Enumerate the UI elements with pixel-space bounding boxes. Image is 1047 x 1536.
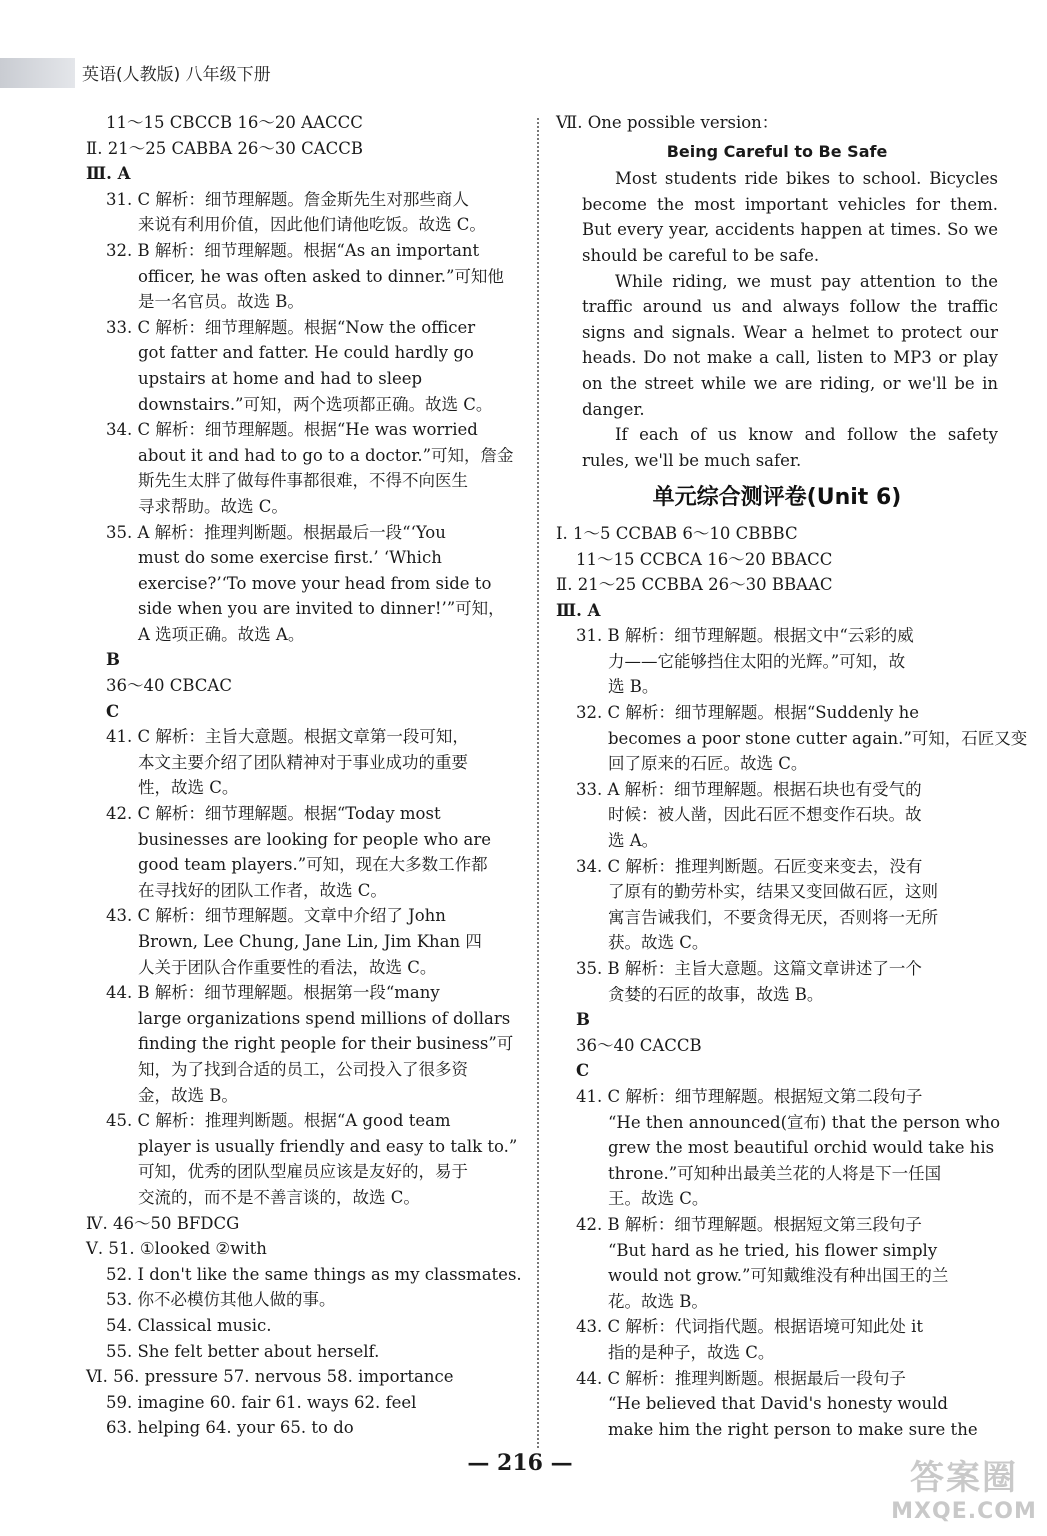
answer-line: 寻求帮助。故选 C。: [138, 496, 288, 516]
answer-line: would not grow.”可知戴维没有种出国王的兰: [608, 1266, 949, 1286]
answer-line: 34. C 解析：推理判断题。石匠变来变去，没有: [576, 856, 923, 876]
answer-line: 了原有的勤劳朴实，结果又变回做石匠，这则: [608, 882, 938, 902]
answer-line: 52. I don't like the same things as my classmates.: [106, 1264, 522, 1284]
answer-line: throne.”可知种出最美兰花的人将是下一任国: [608, 1163, 942, 1183]
answer-line: Ⅲ. A: [86, 164, 131, 184]
answer-line: 36～40 CACCB: [576, 1035, 702, 1055]
section-title: 单元综合测评卷(Unit 6): [652, 485, 902, 511]
essay-paragraph: While riding, we must pay attention to the traffic around us and always follow the traffic signs and signals. Wear a helmet to protect our heads. Do not make a call, listen to MP3 or play on the street while we are riding, or we'll be in danger.: [582, 271, 998, 419]
answer-line: Ⅲ. A: [556, 600, 601, 620]
answer-line: 42. C 解析：细节理解题。根据“Today most: [106, 804, 441, 824]
page-number: — 216 —: [467, 1450, 573, 1476]
answer-line: 斯先生太胖了做每件事都很难，不得不向医生: [138, 471, 468, 491]
answer-line: finding the right people for their business”可: [138, 1034, 514, 1054]
answer-line: C: [576, 1061, 590, 1081]
answer-line: 34. C 解析：细节理解题。根据“He was worried: [106, 420, 478, 440]
answer-line: 选 A。: [608, 831, 659, 851]
answer-line: B: [106, 650, 120, 670]
answer-line: downstairs.”可知，两个选项都正确。故选 C。: [138, 394, 493, 414]
answer-line: good team players.”可知，现在大多数工作都: [138, 855, 488, 875]
answer-line: Ⅱ. 21～25 CCBBA 26～30 BBAAC: [556, 575, 833, 595]
answer-line: 王。故选 C。: [608, 1189, 709, 1209]
answer-line: 获。故选 C。: [608, 933, 709, 953]
answer-line: 寓言告诫我们，不要贪得无厌，否则将一无所: [608, 907, 938, 927]
essay-body: [556, 166, 998, 473]
answer-line: large organizations spend millions of dollars: [138, 1008, 511, 1028]
answer-line: 44. B 解析：细节理解题。根据第一段“many: [106, 983, 440, 1003]
answer-line: 来说有利用价值，因此他们请他吃饭。故选 C。: [138, 215, 486, 235]
header-tab: [0, 58, 75, 88]
answer-line: 金，故选 B。: [138, 1085, 238, 1105]
essay-paragraph: Most students ride bikes to school. Bicycles become the most important vehicles for them. But every year, accidents happen at times. So we should be careful to be safe.: [582, 169, 998, 265]
answer-line: exercise?’‘To move your head from side to: [138, 573, 492, 593]
answer-line: grew the most beautiful orchid would take his: [608, 1138, 995, 1158]
answer-line: “He then announced(宣布) that the person who: [608, 1112, 1001, 1132]
answer-line: Ⅱ. 21～25 CABBA 26～30 CACCB: [86, 138, 364, 158]
writing-intro: Ⅶ. One possible version：: [556, 113, 779, 132]
answer-line: 43. C 解析：细节理解题。文章中介绍了 John: [106, 906, 446, 926]
answer-line: about it and had to go to a doctor.”可知，詹金: [138, 445, 514, 465]
watermark-logo: 答案圈 MXQE.COM: [891, 1458, 1037, 1524]
answer-line: C: [106, 701, 120, 721]
answer-line: A 选项正确。故选 A。: [138, 624, 305, 644]
answer-list: [556, 521, 1028, 1442]
answer-line: becomes a poor stone cutter again.”可知，石匠又变: [608, 728, 1028, 748]
answer-line: Ⅴ. 51. ①looked ②with: [86, 1239, 267, 1259]
answer-line: 知，为了找到合适的员工，公司投入了很多资: [138, 1059, 468, 1079]
answer-line: B: [576, 1010, 590, 1030]
answer-line: got fatter and fatter. He could hardly go: [138, 343, 474, 363]
answer-line: 贪婪的石匠的故事，故选 B。: [608, 984, 824, 1004]
answer-line: must do some exercise first.’ ‘Which: [138, 548, 442, 568]
answer-line: 指的是种子，故选 C。: [608, 1342, 775, 1362]
answer-line: 45. C 解析：推理判断题。根据“A good team: [106, 1111, 451, 1131]
answer-line: 53. 你不必模仿其他人做的事。: [106, 1290, 336, 1310]
answer-line: make him the right person to make sure the: [608, 1419, 978, 1439]
essay-title: Being Careful to Be Safe: [666, 141, 888, 161]
right-column: [556, 110, 1028, 1442]
answer-line: Ⅵ. 56. pressure 57. nervous 58. importance: [86, 1367, 454, 1387]
answer-line: Ⅳ. 46～50 BFDCG: [86, 1213, 240, 1233]
answer-line: Brown, Lee Chung, Jane Lin, Jim Khan 四: [138, 932, 482, 951]
answer-line: 本文主要介绍了团队精神对于事业成功的重要: [138, 752, 468, 772]
answer-line: 36～40 CBCAC: [106, 676, 232, 696]
answer-line: 35. B 解析：主旨大意题。这篇文章讲述了一个: [576, 959, 922, 978]
answer-line: 33. C 解析：细节理解题。根据“Now the officer: [106, 317, 476, 337]
answer-line: 41. C 解析：细节理解题。根据短文第二段句子: [576, 1086, 923, 1106]
answer-line: 交流的，而不是不善言谈的，故选 C。: [138, 1187, 420, 1207]
answer-line: 时候：被人凿，因此石匠不想变作石块。故: [608, 805, 922, 825]
answer-line: 41. C 解析：主旨大意题。根据文章第一段可知，: [106, 727, 469, 747]
answer-line: side when you are invited to dinner!’”可知，: [138, 599, 505, 619]
answer-line: officer, he was often asked to dinner.”可知他: [138, 266, 504, 286]
answer-line: “He believed that David's honesty would: [608, 1394, 948, 1414]
answer-line: 63. helping 64. your 65. to do: [106, 1418, 354, 1438]
answer-line: 42. B 解析：细节理解题。根据短文第三段句子: [576, 1214, 922, 1234]
column-divider: [537, 118, 539, 1448]
answer-line: Ⅰ. 1～5 CCBAB 6～10 CBBBC: [556, 523, 798, 543]
answer-line: 11～15 CBCCB 16～20 AACCC: [106, 113, 363, 132]
answer-line: 35. A 解析：推理判断题。根据最后一段“‘You: [106, 522, 446, 542]
answer-line: 59. imagine 60. fair 61. ways 62. feel: [106, 1392, 417, 1412]
essay-paragraph: If each of us know and follow the safety rules, we'll be much safer.: [582, 425, 998, 470]
answer-line: player is usually friendly and easy to talk to.”: [138, 1136, 518, 1156]
answer-line: 32. B 解析：细节理解题。根据“As an important: [106, 240, 480, 260]
answer-line: 性，故选 C。: [138, 778, 239, 798]
answer-line: 31. C 解析：细节理解题。詹金斯先生对那些商人: [106, 189, 469, 209]
answer-line: 在寻找好的团队工作者，故选 C。: [138, 880, 387, 900]
answer-line: 33. A 解析：细节理解题。根据石块也有受气的: [576, 779, 922, 799]
answer-line: 花。故选 B。: [608, 1291, 708, 1311]
answer-line: 人关于团队合作重要性的看法，故选 C。: [138, 957, 437, 977]
answer-line: 43. C 解析：代词指代题。根据语境可知此处 it: [576, 1317, 924, 1337]
left-column: [86, 110, 522, 1441]
answer-line: 44. C 解析：推理判断题。根据最后一段句子: [576, 1368, 906, 1388]
book-title: 英语(人教版) 八年级下册: [82, 65, 271, 85]
answer-line: 是一名官员。故选 B。: [138, 292, 304, 312]
answer-line: 回了原来的石匠。故选 C。: [608, 754, 808, 774]
answer-line: 55. She felt better about herself.: [106, 1341, 380, 1361]
answer-line: 31. B 解析：细节理解题。根据文中“云彩的威: [576, 626, 914, 646]
answer-line: 11～15 CCBCA 16～20 BBACC: [576, 549, 833, 569]
answer-line: 32. C 解析：细节理解题。根据“Suddenly he: [576, 703, 919, 723]
answer-line: businesses are looking for people who are: [138, 829, 492, 849]
answer-line: upstairs at home and had to sleep: [138, 368, 423, 388]
answer-line: 选 B。: [608, 677, 659, 697]
answer-line: 54. Classical music.: [106, 1315, 272, 1335]
answer-line: “But hard as he tried, his flower simply: [608, 1240, 938, 1260]
answer-line: 力——它能够挡住太阳的光辉。”可知，故: [608, 651, 906, 671]
answer-line: 可知，优秀的团队型雇员应该是友好的，易于: [138, 1162, 468, 1182]
